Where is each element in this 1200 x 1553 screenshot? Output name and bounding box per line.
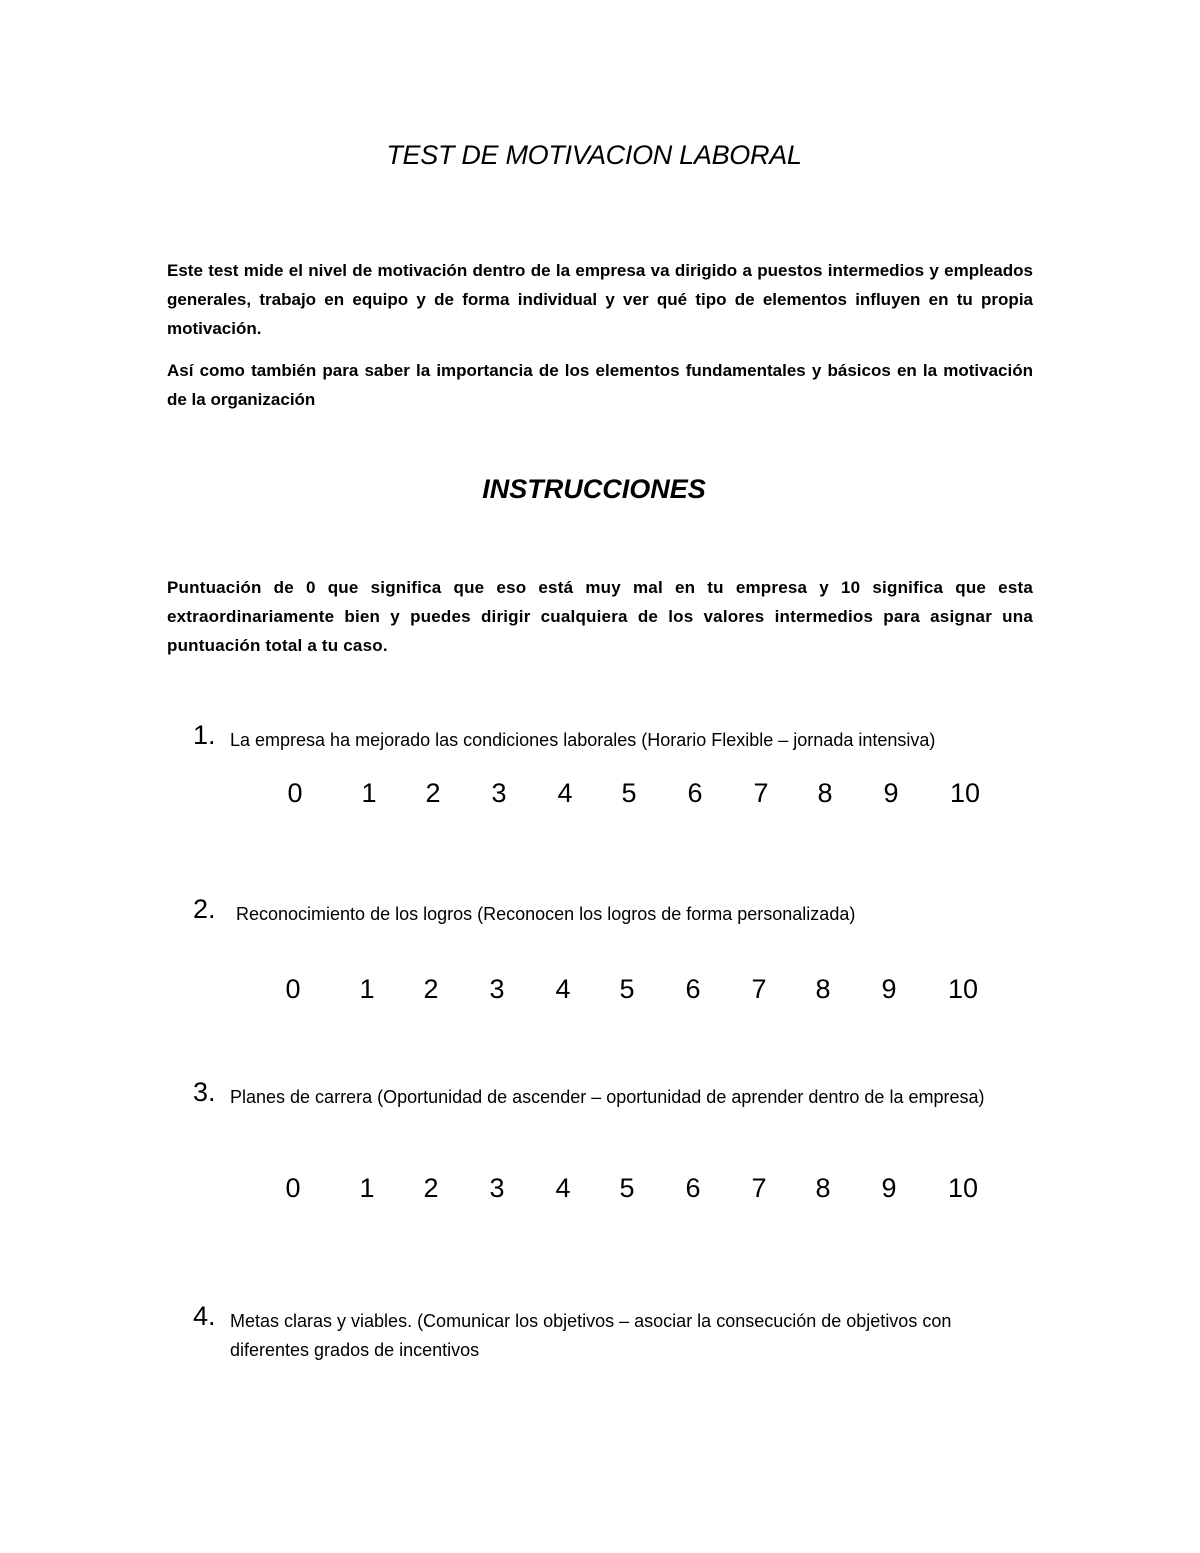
scale-option-6[interactable]: 6 [685,974,701,1004]
instructions-heading: INSTRUCCIONES [482,474,706,504]
scale-option-0[interactable]: 0 [285,1173,301,1203]
scale-option-7[interactable]: 7 [751,1173,767,1203]
scale-option-6[interactable]: 6 [685,1173,701,1203]
scale-option-2[interactable]: 2 [425,778,441,808]
scale-option-7[interactable]: 7 [753,778,769,808]
rating-scale-2[interactable] [263,974,1003,1010]
question-number: 4. [193,1301,216,1331]
scale-option-2[interactable]: 2 [423,1173,439,1203]
question-text: Metas claras y viables. (Comunicar los objetivos – asociar la consecución de objetivos con diferentes grados de incentivos [230,1311,952,1360]
scale-option-9[interactable]: 9 [881,1173,897,1203]
question-number: 2. [193,894,216,924]
rating-scale-1[interactable] [265,778,1005,814]
scale-option-4[interactable]: 4 [555,1173,571,1203]
scale-option-4[interactable]: 4 [557,778,573,808]
scale-option-10[interactable]: 10 [947,974,979,1004]
scale-option-10[interactable]: 10 [949,778,981,808]
rating-scale-3[interactable] [263,1173,1003,1209]
scale-option-8[interactable]: 8 [815,1173,831,1203]
scale-option-1[interactable]: 1 [361,778,377,808]
scale-option-0[interactable]: 0 [285,974,301,1004]
scale-option-9[interactable]: 9 [881,974,897,1004]
scale-option-0[interactable]: 0 [287,778,303,808]
question-number: 1. [193,720,216,750]
instructions-text: Puntuación de 0 que significa que eso está muy mal en tu empresa y 10 significa que esta extraordinariamente bien y puedes dirigir cualquiera de los valores intermedios para asignar una puntuación total a tu caso. [167,578,1033,655]
scale-option-5[interactable]: 5 [619,1173,635,1203]
question-text: La empresa ha mejorado las condiciones laborales (Horario Flexible – jornada intensiva) [230,730,936,750]
scale-option-3[interactable]: 3 [489,974,505,1004]
scale-option-3[interactable]: 3 [491,778,507,808]
scale-option-6[interactable]: 6 [687,778,703,808]
scale-option-7[interactable]: 7 [751,974,767,1004]
scale-option-8[interactable]: 8 [815,974,831,1004]
intro-paragraph-1: Este test mide el nivel de motivación dentro de la empresa va dirigido a puestos intermedios y empleados generales, trabajo en equipo y de forma individual y ver qué tipo de elementos influyen en tu propia motivación. [167,261,1033,338]
question-text: Reconocimiento de los logros (Reconocen los logros de forma personalizada) [236,904,856,924]
scale-option-2[interactable]: 2 [423,974,439,1004]
question-text: Planes de carrera (Oportunidad de ascender – oportunidad de aprender dentro de la empresa) [230,1087,985,1107]
scale-option-4[interactable]: 4 [555,974,571,1004]
scale-option-5[interactable]: 5 [621,778,637,808]
scale-option-8[interactable]: 8 [817,778,833,808]
scale-option-9[interactable]: 9 [883,778,899,808]
scale-option-5[interactable]: 5 [619,974,635,1004]
document-title: TEST DE MOTIVACION LABORAL [386,140,802,170]
scale-option-3[interactable]: 3 [489,1173,505,1203]
scale-option-10[interactable]: 10 [947,1173,979,1203]
question-number: 3. [193,1077,216,1107]
intro-paragraph-2: Así como también para saber la importancia de los elementos fundamentales y básicos en la motivación de la organización [167,361,1033,409]
scale-option-1[interactable]: 1 [359,974,375,1004]
scale-option-1[interactable]: 1 [359,1173,375,1203]
